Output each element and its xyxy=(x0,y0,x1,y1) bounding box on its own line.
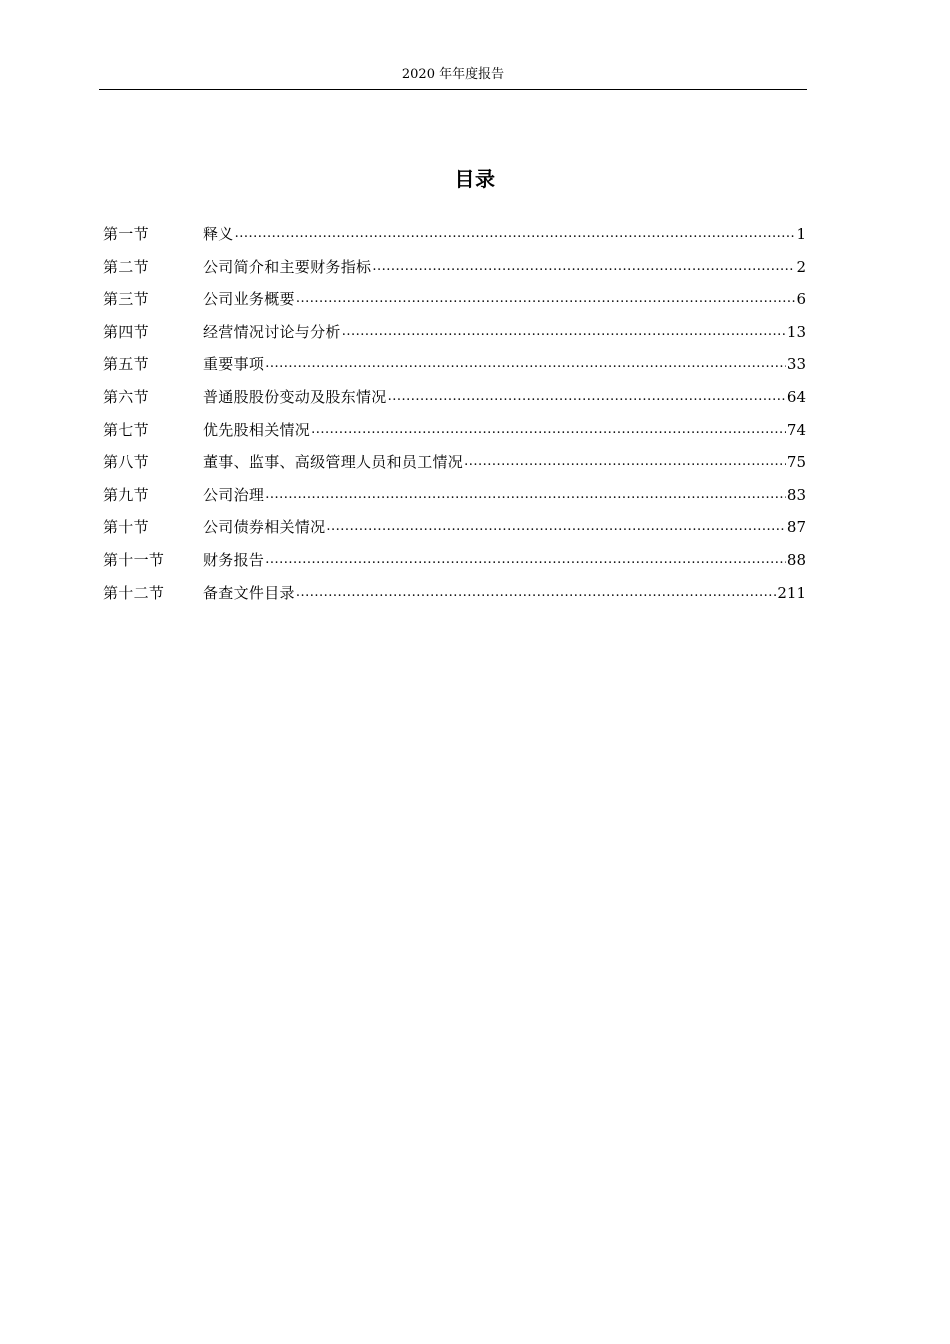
toc-entry-label: 备查文件目录 xyxy=(203,583,295,602)
toc-entry-2[interactable] xyxy=(103,255,806,288)
toc-entry-label: 释义 xyxy=(203,225,234,243)
toc-entry-label: 财务报告 xyxy=(203,550,265,569)
dot-leader xyxy=(311,418,786,442)
toc-entry-8[interactable] xyxy=(103,450,806,483)
toc-section-number: 第七节 xyxy=(103,420,149,439)
toc-entry-5[interactable] xyxy=(103,352,806,385)
toc-page-number: 1 xyxy=(796,225,806,243)
toc-section-number: 第九节 xyxy=(103,485,149,504)
toc-entry-label: 公司治理 xyxy=(203,485,265,504)
toc-entry-label: 经营情况讨论与分析 xyxy=(203,322,341,341)
toc-entry-10[interactable] xyxy=(103,515,806,548)
dot-leader xyxy=(372,255,795,279)
dot-leader xyxy=(265,548,786,572)
dot-leader xyxy=(388,385,786,409)
toc-page-number: 211 xyxy=(777,583,806,602)
toc-entry-label: 公司债券相关情况 xyxy=(203,518,326,537)
dot-leader xyxy=(326,515,786,539)
toc-entry-1[interactable] xyxy=(103,222,806,255)
toc-entry-4[interactable] xyxy=(103,320,806,353)
toc-title: 目录 xyxy=(454,167,496,191)
toc-section-number: 第十一节 xyxy=(103,550,165,569)
toc-page-number: 33 xyxy=(786,355,806,374)
toc-section-number: 第十二节 xyxy=(103,583,165,602)
dot-leader xyxy=(296,581,777,605)
toc-entry-label: 普通股股份变动及股东情况 xyxy=(203,387,387,406)
toc-entry-label: 公司业务概要 xyxy=(203,290,295,309)
toc-page-number: 75 xyxy=(786,453,806,472)
toc-section-number: 第八节 xyxy=(103,453,149,472)
toc-page-number: 6 xyxy=(796,290,806,309)
toc-page-number: 2 xyxy=(796,257,806,276)
toc-page-number: 13 xyxy=(786,322,806,341)
toc-section-number: 第六节 xyxy=(103,387,149,406)
dot-leader xyxy=(464,450,786,474)
toc-page-number: 74 xyxy=(786,420,806,439)
toc-page-number: 64 xyxy=(786,387,806,406)
dot-leader xyxy=(342,320,786,344)
dot-leader xyxy=(265,352,786,376)
running-header-text: 2020 年年度报告 xyxy=(401,67,505,82)
toc-page-number: 83 xyxy=(786,485,806,504)
toc-entry-12[interactable] xyxy=(103,581,806,614)
toc-entry-label: 优先股相关情况 xyxy=(203,420,311,439)
toc-entry-3[interactable] xyxy=(103,287,806,320)
toc-section-number: 第一节 xyxy=(103,225,149,243)
toc-entry-7[interactable] xyxy=(103,418,806,451)
toc-section-number: 第十节 xyxy=(103,518,149,537)
running-header xyxy=(99,66,807,90)
toc-entry-6[interactable] xyxy=(103,385,806,418)
toc-entry-11[interactable] xyxy=(103,548,806,581)
toc-section-number: 第五节 xyxy=(103,355,149,374)
toc-section-number: 第三节 xyxy=(103,290,149,309)
toc-entry-9[interactable] xyxy=(103,483,806,516)
dot-leader xyxy=(296,287,796,311)
toc-section-number: 第四节 xyxy=(103,322,149,341)
toc-page-number: 87 xyxy=(786,518,806,537)
toc-page-number: 88 xyxy=(786,550,806,569)
toc-section-number: 第二节 xyxy=(103,257,149,276)
dot-leader xyxy=(235,222,796,246)
table-of-contents xyxy=(103,222,806,613)
dot-leader xyxy=(265,483,786,507)
toc-entry-label: 董事、监事、高级管理人员和员工情况 xyxy=(203,453,464,472)
toc-entry-label: 重要事项 xyxy=(203,355,265,374)
toc-entry-label: 公司简介和主要财务指标 xyxy=(203,257,372,276)
